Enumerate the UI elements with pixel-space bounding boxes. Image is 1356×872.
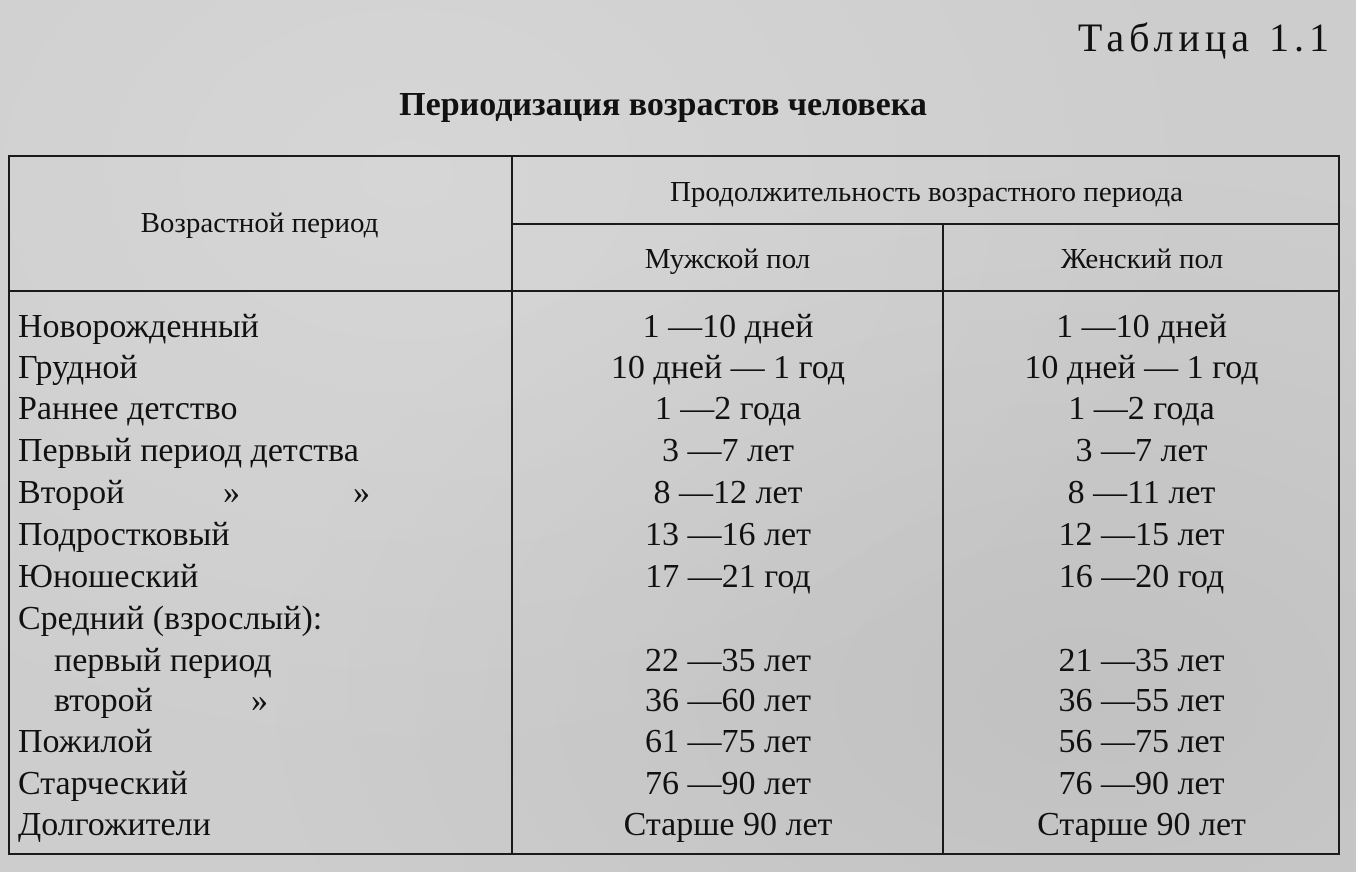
table-row: [8, 804, 1338, 845]
female-duration: 21 —35 лет: [1058, 642, 1225, 679]
period-name: Новорожденный: [18, 308, 259, 345]
table-row: [8, 347, 1338, 388]
table-row: [8, 472, 1338, 513]
period-name: Раннее детство: [18, 390, 238, 427]
period-name: Юношеский: [18, 558, 199, 595]
female-duration: 36 —55 лет: [1058, 682, 1225, 719]
male-duration: 3 —7 лет: [662, 432, 794, 469]
male-duration: 8 —12 лет: [653, 474, 803, 511]
female-duration: 8 —11 лет: [1067, 474, 1216, 511]
ditto-mark: »: [251, 682, 268, 719]
divider-header-body: [8, 290, 1340, 292]
male-duration: 13 —16 лет: [645, 516, 811, 553]
male-duration: 10 дней — 1 год: [610, 349, 846, 386]
period-name: Второй: [18, 474, 125, 511]
female-duration: 76 —90 лет: [1058, 765, 1225, 802]
header-duration: Продолжительность возрастного периода: [669, 176, 1184, 208]
period-name: Грудной: [18, 349, 138, 386]
period-name: Подростковый: [18, 516, 230, 553]
table-row: [8, 306, 1338, 347]
male-duration: 61 —75 лет: [645, 723, 811, 760]
table-row: [8, 514, 1338, 555]
female-duration: 10 дней — 1 год: [1024, 349, 1259, 386]
period-name: первый период: [54, 642, 272, 679]
male-duration: 36 —60 лет: [645, 682, 811, 719]
table-number: Таблица 1.1: [1077, 15, 1334, 60]
table-title: Периодизация возрастов человека: [399, 86, 927, 123]
period-name: Первый период детства: [18, 432, 359, 469]
male-duration: 76 —90 лет: [645, 765, 811, 802]
table-row: [8, 763, 1338, 804]
period-name: Старческий: [18, 765, 188, 802]
period-name: Средний (взрослый):: [18, 600, 323, 637]
male-duration: 1 —10 дней: [642, 308, 814, 345]
period-name: Пожилой: [18, 723, 153, 760]
female-duration: 12 —15 лет: [1058, 516, 1225, 553]
female-duration: 56 —75 лет: [1058, 723, 1225, 760]
female-duration: 1 —2 года: [1068, 390, 1215, 427]
ditto-mark: »: [223, 474, 240, 511]
header-male: Мужской пол: [644, 243, 811, 275]
header-female: Женский пол: [1060, 243, 1224, 275]
female-duration: 1 —10 дней: [1056, 308, 1227, 345]
period-name: Долгожители: [18, 806, 211, 843]
table-row: [8, 388, 1338, 429]
header-period: Возрастной период: [140, 207, 379, 239]
table-row: [8, 640, 1338, 681]
female-duration: 16 —20 год: [1058, 558, 1225, 595]
table-row: [8, 598, 1338, 639]
table-row: [8, 556, 1338, 597]
divider-subheader: [511, 223, 1340, 225]
table-row: [8, 430, 1338, 471]
female-duration: Старше 90 лет: [1037, 806, 1246, 843]
female-duration: 3 —7 лет: [1075, 432, 1208, 469]
male-duration: Старше 90 лет: [623, 806, 833, 843]
male-duration: 17 —21 год: [645, 558, 811, 595]
period-name: второй: [54, 682, 153, 719]
male-duration: 22 —35 лет: [645, 642, 811, 679]
ditto-mark: »: [353, 474, 370, 511]
male-duration: 1 —2 года: [654, 390, 802, 427]
table-row: [8, 680, 1338, 721]
table-row: [8, 721, 1338, 762]
